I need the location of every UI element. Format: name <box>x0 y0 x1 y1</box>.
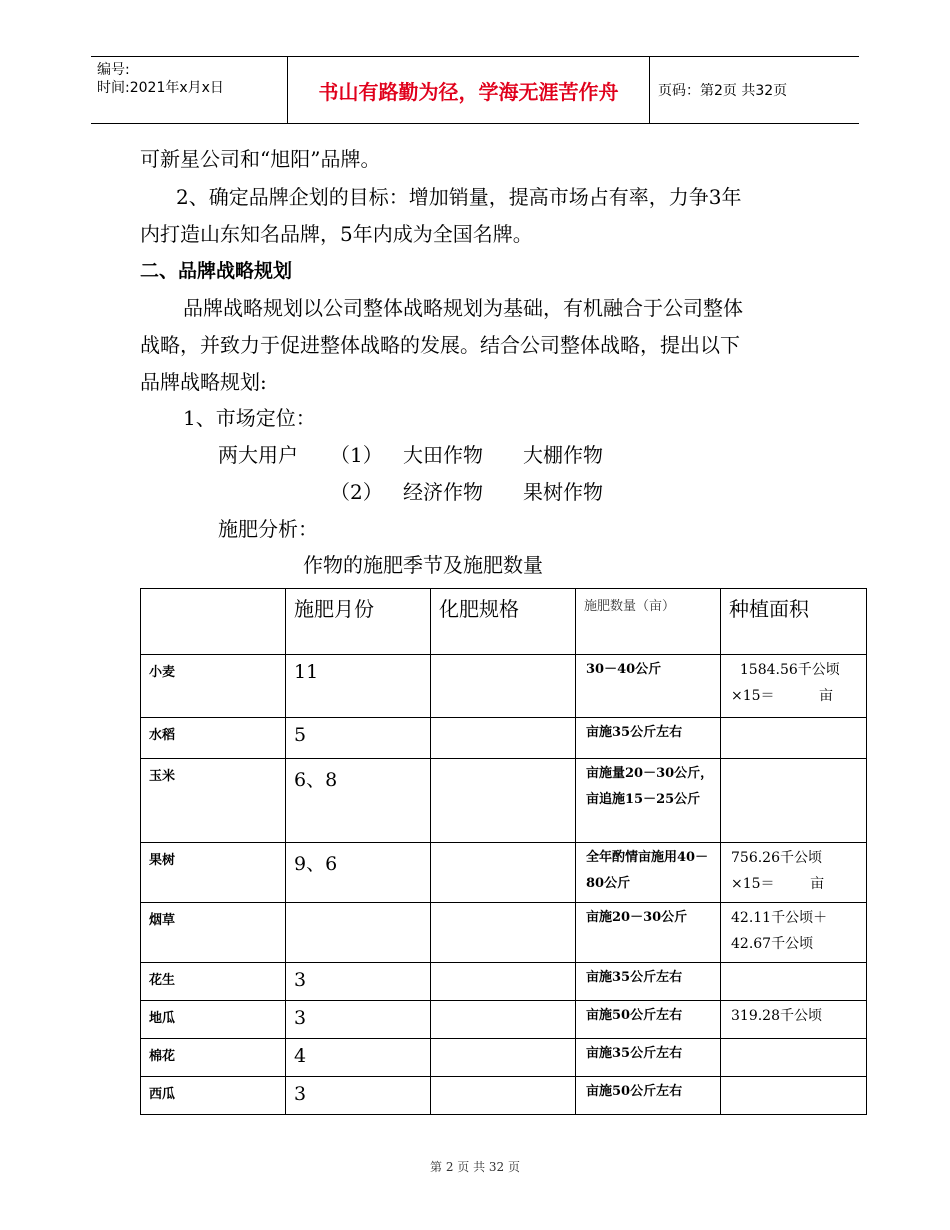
header-cell: 施肥月份 <box>286 589 431 655</box>
users-item: 大田作物 <box>403 443 483 467</box>
table-row <box>141 1039 867 1077</box>
table-row <box>141 718 867 759</box>
subsection-title: 1、市场定位： <box>183 406 316 430</box>
table-row <box>141 903 867 963</box>
body-line: 战略，并致力于促进整体战略的发展。结合公司整体战略，提出以下 <box>140 333 740 357</box>
header-cell: 化肥规格 <box>431 589 576 655</box>
page-footer: 第 2 页 共 32 页 <box>430 1160 520 1174</box>
spec-cell <box>431 1039 576 1077</box>
time-label: 时间:2021年x月x日 <box>97 80 224 96</box>
crop-cell: 烟草 <box>141 903 286 963</box>
body-line: 2、确定品牌企划的目标：增加销量，提高市场占有率，力争3年 <box>176 185 742 209</box>
amount-cell: 亩施50公斤左右 <box>576 1001 721 1039</box>
users-num: （2） <box>330 480 383 504</box>
amount-cell: 亩施50公斤左右 <box>576 1077 721 1115</box>
users-item: 大棚作物 <box>523 443 603 467</box>
crop-cell: 西瓜 <box>141 1077 286 1115</box>
users-num: （1） <box>330 443 383 467</box>
header-cell <box>141 589 286 655</box>
table-row <box>141 759 867 843</box>
month-cell: 3 <box>286 1077 431 1115</box>
crop-cell: 小麦 <box>141 655 286 718</box>
area-cell: 1584.56千公顷 ×15＝ 亩 <box>721 655 867 718</box>
area-cell <box>721 963 867 1001</box>
area-cell <box>721 1039 867 1077</box>
spec-cell <box>431 655 576 718</box>
amount-cell: 全年酌情亩施用40－80公斤 <box>576 843 721 903</box>
area-cell <box>721 718 867 759</box>
area-cell: 319.28千公顷 <box>721 1001 867 1039</box>
crop-cell: 果树 <box>141 843 286 903</box>
amount-cell: 30－40公斤 <box>576 655 721 718</box>
spec-cell <box>431 1077 576 1115</box>
area-cell: 42.11千公顷＋ 42.67千公顷 <box>721 903 867 963</box>
spec-cell <box>431 1001 576 1039</box>
header-page-number: 页码：第2页 共32页 <box>658 83 788 99</box>
month-cell <box>286 903 431 963</box>
amount-cell: 亩施35公斤左右 <box>576 1039 721 1077</box>
fertilizer-analysis-label: 施肥分析： <box>218 517 318 541</box>
number-label: 编号: <box>97 62 130 78</box>
table-row <box>141 963 867 1001</box>
spec-cell <box>431 759 576 843</box>
crop-cell: 花生 <box>141 963 286 1001</box>
table-row <box>141 1077 867 1115</box>
spec-cell <box>431 963 576 1001</box>
table-header-row <box>141 589 867 655</box>
area-cell: 756.26千公顷 ×15＝ 亩 <box>721 843 867 903</box>
month-cell: 4 <box>286 1039 431 1077</box>
spec-cell <box>431 718 576 759</box>
table-row <box>141 843 867 903</box>
area-cell <box>721 1077 867 1115</box>
body-line: 内打造山东知名品牌，5年内成为全国名牌。 <box>140 222 533 246</box>
amount-cell: 亩施35公斤左右 <box>576 963 721 1001</box>
crop-cell: 玉米 <box>141 759 286 843</box>
month-cell: 6、8 <box>286 759 431 843</box>
body-line: 品牌战略规划以公司整体战略规划为基础，有机融合于公司整体 <box>183 296 743 320</box>
body-line: 品牌战略规划: <box>140 370 267 394</box>
table-row <box>141 655 867 718</box>
header-meta <box>97 61 224 97</box>
spec-cell <box>431 903 576 963</box>
page-header <box>91 56 859 124</box>
month-cell: 9、6 <box>286 843 431 903</box>
month-cell: 3 <box>286 1001 431 1039</box>
crop-cell: 水稻 <box>141 718 286 759</box>
header-divider <box>649 57 650 123</box>
fertilizer-table <box>140 588 867 1115</box>
amount-cell: 亩施量20－30公斤，亩追施15－25公斤 <box>576 759 721 843</box>
table-title: 作物的施肥季节及施肥数量 <box>303 553 543 577</box>
amount-cell: 亩施20－30公斤 <box>576 903 721 963</box>
users-item: 经济作物 <box>403 480 483 504</box>
spec-cell <box>431 843 576 903</box>
month-cell: 5 <box>286 718 431 759</box>
amount-cell: 亩施35公斤左右 <box>576 718 721 759</box>
header-cell: 种植面积 <box>721 589 867 655</box>
month-cell: 3 <box>286 963 431 1001</box>
area-cell <box>721 759 867 843</box>
header-motto: 书山有路勤为径，学海无涯苦作舟 <box>318 79 619 104</box>
crop-cell: 棉花 <box>141 1039 286 1077</box>
section-heading: 二、品牌战略规划 <box>140 260 293 282</box>
body-line: 可新星公司和“旭阳”品牌。 <box>140 147 381 171</box>
table-row <box>141 1001 867 1039</box>
crop-cell: 地瓜 <box>141 1001 286 1039</box>
users-label: 两大用户 <box>218 443 298 467</box>
month-cell: 11 <box>286 655 431 718</box>
header-cell: 施肥数量（亩） <box>576 589 721 655</box>
users-item: 果树作物 <box>523 480 603 504</box>
